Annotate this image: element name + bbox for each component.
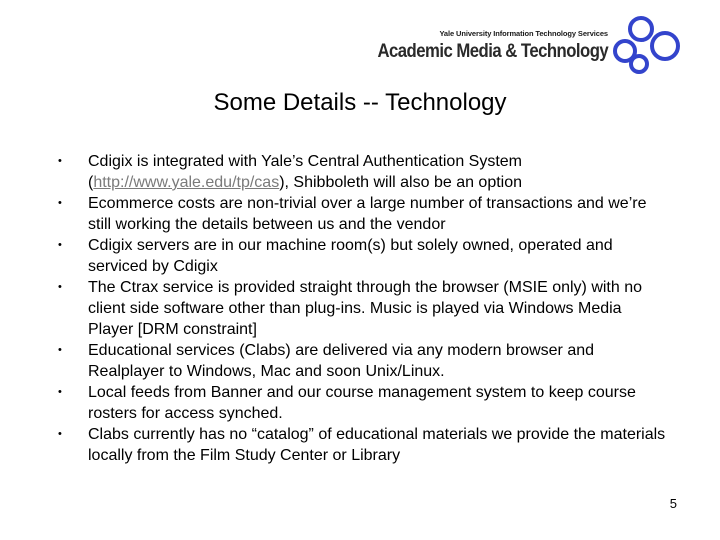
logo-circle-bottom — [631, 56, 647, 72]
bullet-item — [58, 151, 668, 193]
bullet-text: Ecommerce costs are non-trivial over a large number of transactions and we’re still working the details between us and the vendor — [88, 195, 647, 233]
bullet-item — [58, 277, 668, 340]
bullet-list — [58, 151, 668, 466]
header-branding — [366, 14, 686, 74]
header-subtitle: Yale University Information Technology Services — [439, 29, 608, 38]
bullet-text: Local feeds from Banner and our course management system to keep course rosters for access synched. — [88, 384, 636, 422]
logo-circle-top — [630, 18, 652, 40]
header-title: Academic Media & Technology — [377, 41, 608, 62]
bullet-item — [58, 340, 668, 382]
bullet-text: Cdigix servers are in our machine room(s) but solely owned, operated and serviced by Cdigix — [88, 237, 613, 275]
cas-link[interactable]: http://www.yale.edu/tp/cas — [93, 174, 280, 191]
bullet-dot-icon: • — [58, 281, 62, 293]
bullet-dot-icon: • — [58, 197, 62, 209]
slide-title: Some Details -- Technology — [213, 89, 507, 116]
bullet-dot-icon: • — [58, 386, 62, 398]
amt-logo-icon — [612, 14, 686, 74]
bullet-item — [58, 424, 668, 466]
bullet-text: Cdigix is integrated with Yale’s Central Authentication System ( — [88, 153, 523, 191]
bullet-text: ), Shibboleth will also be an option — [279, 174, 523, 191]
bullet-dot-icon: • — [58, 344, 62, 356]
bullet-item — [58, 235, 668, 277]
bullet-text: Clabs currently has no “catalog” of educational materials we provide the materials locally from the Film Study Center or Library — [88, 426, 666, 464]
bullet-dot-icon: • — [58, 428, 62, 440]
page-number: 5 — [669, 496, 677, 511]
bullet-item — [58, 382, 668, 424]
bullet-dot-icon: • — [58, 239, 62, 251]
bullet-text: The Ctrax service is provided straight through the browser (MSIE only) with no client side software other than plug-ins. Music is played via Windows Media Player [DRM constraint] — [88, 279, 643, 338]
bullet-item — [58, 193, 668, 235]
bullet-text: Educational services (Clabs) are delivered via any modern browser and Realplayer to Windows, Mac and soon Unix/Linux. — [88, 342, 595, 380]
bullet-dot-icon: • — [58, 155, 62, 167]
logo-circle-right — [652, 33, 678, 59]
